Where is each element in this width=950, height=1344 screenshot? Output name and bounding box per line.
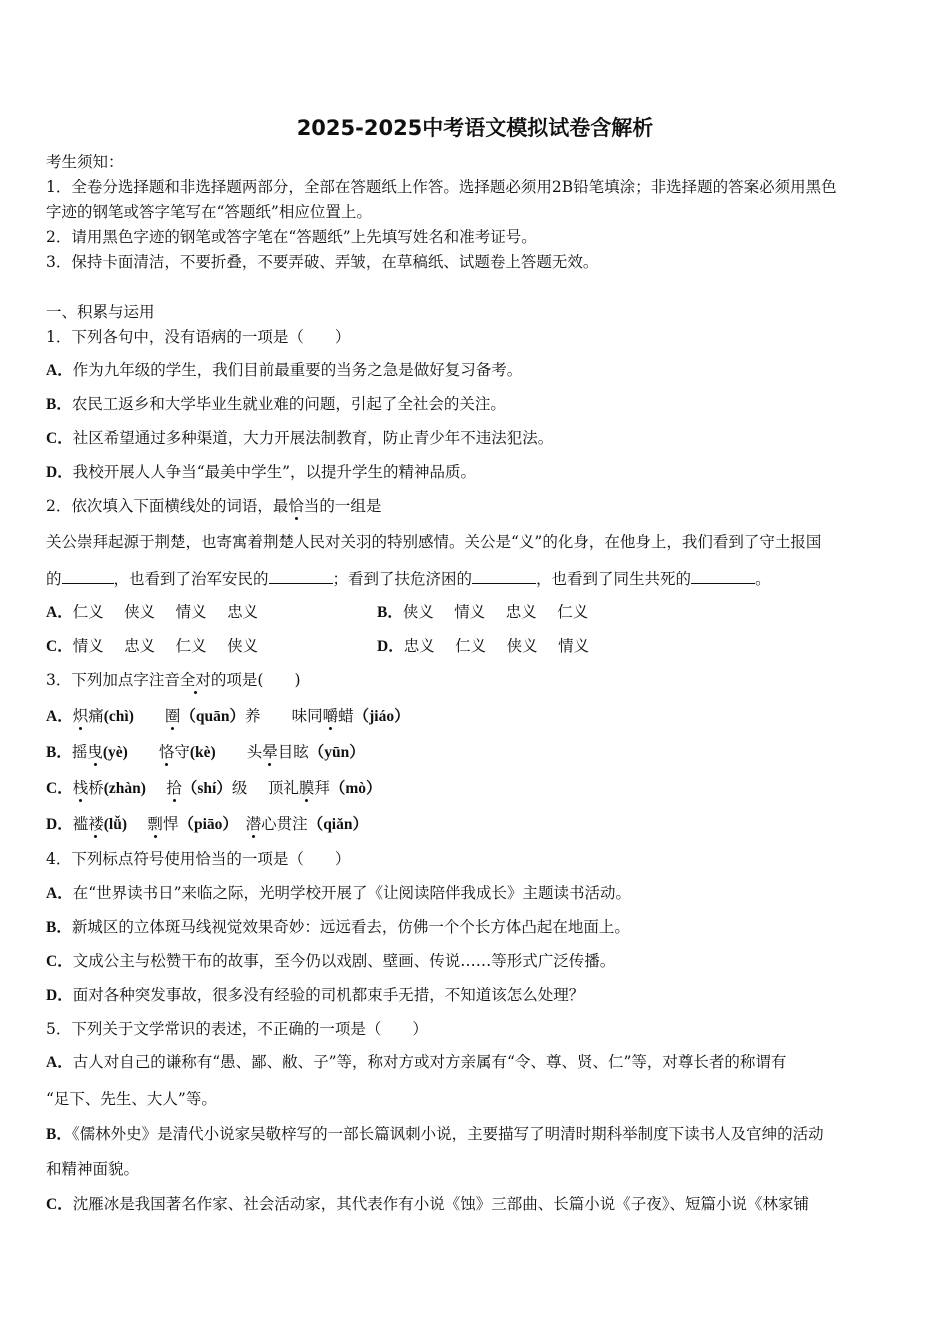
question-4-option-a <box>46 883 631 904</box>
option-letter: C． <box>46 780 73 797</box>
question-2-option-a <box>46 602 258 623</box>
pinyin: (zhàn) <box>103 780 146 797</box>
dotted-char: 拾 <box>166 779 182 797</box>
word-text: 顶礼 <box>267 779 299 797</box>
pinyin: （quān） <box>180 708 246 725</box>
option-letter: B． <box>46 744 72 761</box>
question-4-option-c <box>46 951 615 972</box>
pinyin: （shí） <box>181 780 232 797</box>
option-word: 忠义 <box>227 603 259 621</box>
option-text: 《儒林外史》是清代小说家吴敬梓写的一部长篇讽刺小说，主要描写了明清时期科举制度下读书人及官绅的活动 <box>71 1125 824 1143</box>
dotted-char: 晕 <box>262 743 278 761</box>
option-word: 侠义 <box>402 603 434 621</box>
option-text: 社区希望通过多种渠道，大力开展法制教育，防止青少年不违法犯法。 <box>72 429 554 447</box>
question-2-options-row-1 <box>46 602 906 622</box>
option-text: 文成公主与松赞干布的故事，至今仍以戏剧、壁画、传说……等形式广泛传播。 <box>72 952 616 970</box>
dotted-char: 膜 <box>298 779 315 797</box>
question-5-option-a-cont: “足下、先生、大人”等。 <box>46 1090 217 1108</box>
option-word: 仁义 <box>455 637 487 655</box>
word-text: 拜 <box>314 779 330 797</box>
option-word: 侠义 <box>227 637 259 655</box>
question-4-stem: 4．下列标点符号使用恰当的一项是（ ） <box>46 850 351 868</box>
question-1-option-a <box>46 360 522 381</box>
pinyin: (chì) <box>103 708 134 725</box>
option-letter: B． <box>46 396 72 413</box>
fill-blank <box>269 569 333 584</box>
option-text: 农民工返乡和大学毕业生就业难的问题，引起了全社会的关注。 <box>71 395 506 413</box>
word-text: 守 <box>174 743 190 761</box>
passage-text: 。 <box>755 570 771 588</box>
option-letter: C． <box>46 638 73 655</box>
option-text: 作为九年级的学生，我们目前最重要的当务之急是做好复习备考。 <box>72 361 523 379</box>
emphasis-text: 全对 <box>179 671 211 689</box>
question-3-option-b <box>46 742 365 763</box>
option-letter: D． <box>46 816 73 833</box>
dotted-char: 剽 <box>147 815 163 833</box>
option-letter: C． <box>46 430 73 447</box>
passage-text: ；看到了扶危济困的 <box>332 570 473 588</box>
option-letter: D． <box>46 464 73 481</box>
option-word: 侠义 <box>506 637 538 655</box>
dotted-char: 炽 <box>72 707 89 725</box>
notice-item-3: 3．保持卡面清洁，不要折叠，不要弄破、弄皱，在草稿纸、试题卷上答题无效。 <box>46 253 599 271</box>
option-letter: A． <box>46 1054 73 1071</box>
option-word: 情义 <box>454 603 486 621</box>
question-2-options-row-2 <box>46 636 906 656</box>
fill-blank <box>62 569 114 584</box>
question-5-option-b-cont: 和精神面貌。 <box>46 1160 140 1178</box>
word-text: 级 <box>231 779 248 797</box>
question-2-passage-line-2 <box>46 569 771 589</box>
option-word: 仁义 <box>72 603 104 621</box>
option-letter: B． <box>46 1126 72 1143</box>
option-letter: A． <box>46 604 73 621</box>
pinyin: (kè) <box>189 744 216 761</box>
word-text: 头 <box>246 743 263 761</box>
question-5-stem: 5．下列关于文学常识的表述，不正确的一项是（ ） <box>46 1020 428 1038</box>
word-text: 心贯注 <box>261 815 308 833</box>
dotted-char: 曳 <box>87 743 103 761</box>
option-text: 我校开展人人争当“最美中学生”，以提升学生的精神品质。 <box>72 463 477 481</box>
dotted-char: 圈 <box>164 707 181 725</box>
option-text: 新城区的立体斑马线视觉效果奇妙：远远看去，仿佛一个个长方体凸起在地面上。 <box>71 918 630 936</box>
word-text: 味同 <box>291 707 323 725</box>
notice-item-2: 2．请用黑色字迹的钢笔或答字笔在“答题纸”上先填写姓名和准考证号。 <box>46 228 537 246</box>
question-5-option-a <box>46 1052 786 1073</box>
stem-text: 的一组是 <box>319 497 382 515</box>
question-5-option-c <box>46 1194 809 1215</box>
pinyin: （jiáo） <box>353 708 410 725</box>
section-heading: 一、积累与运用 <box>46 303 155 321</box>
question-1-option-b <box>46 394 506 415</box>
pinyin: （piāo） <box>178 816 231 833</box>
question-3-stem <box>46 670 301 690</box>
passage-text: 的 <box>46 570 62 588</box>
question-2-option-c <box>46 636 258 657</box>
pinyin: （qiǎn） <box>307 816 368 833</box>
option-word: 忠义 <box>505 603 537 621</box>
word-text: 悍 <box>162 815 179 833</box>
question-3-option-c <box>46 778 382 799</box>
question-1-option-c <box>46 428 553 449</box>
passage-text: ，也看到了治军安民的 <box>113 570 269 588</box>
stem-text: 2．依次填入下面横线处的词语， <box>46 497 273 515</box>
option-word: 情义 <box>558 637 590 655</box>
option-word: 情义 <box>72 637 104 655</box>
option-word: 侠义 <box>124 603 156 621</box>
option-word: 仁义 <box>175 637 207 655</box>
passage-text: ，也看到了同生共死的 <box>536 570 692 588</box>
dotted-char: 嚼 <box>322 707 339 725</box>
fill-blank <box>472 569 536 584</box>
word-text: 痛 <box>88 707 104 725</box>
option-letter: A． <box>46 708 73 725</box>
option-letter: C． <box>46 953 73 970</box>
question-2-option-b <box>377 602 588 623</box>
option-word: 情义 <box>175 603 207 621</box>
option-text: 在“世界读书日”来临之际，光明学校开展了《让阅读陪伴我成长》主题读书活动。 <box>72 884 632 902</box>
word-text: 蜡 <box>338 707 354 725</box>
question-1-stem: 1．下列各句中，没有语病的一项是（ ） <box>46 328 351 346</box>
option-letter: D． <box>46 987 73 1004</box>
question-2-stem <box>46 496 381 516</box>
option-letter: D． <box>377 638 404 655</box>
question-4-option-d <box>46 985 584 1006</box>
pinyin: （yūn） <box>308 744 365 761</box>
question-3-option-d <box>46 814 368 835</box>
option-text: 面对各种突发事故，很多没有经验的司机都束手无措，不知道该怎么处理？ <box>72 986 585 1004</box>
word-text: 摇 <box>71 743 88 761</box>
option-word: 忠义 <box>124 637 156 655</box>
option-word: 仁义 <box>557 603 589 621</box>
pinyin: （mò） <box>329 780 382 797</box>
option-text: 沈雁冰是我国著名作家、社会活动家，其代表作有小说《蚀》三部曲、长篇小说《子夜》、短篇小说《林家铺 <box>72 1195 809 1213</box>
option-letter: A． <box>46 885 73 902</box>
option-letter: C． <box>46 1196 73 1213</box>
dotted-char: 褛 <box>88 815 104 833</box>
stem-text: 3．下列加点字注音 <box>46 671 180 689</box>
word-text: 褴 <box>72 815 89 833</box>
stem-text: 的项是( ) <box>210 671 301 689</box>
question-2-passage-line-1: 关公崇拜起源于荆楚，也寄寓着荆楚人民对关羽的特别感情。关公是“义”的化身，在他身上，我们看到了守土报国 <box>46 533 822 551</box>
notice-heading: 考生须知： <box>46 153 124 171</box>
word-text: 养 <box>245 707 261 725</box>
question-1-option-d <box>46 462 476 483</box>
dotted-char: 潜 <box>245 815 262 833</box>
question-4-option-b <box>46 917 630 938</box>
word-text: 目眩 <box>277 743 309 761</box>
notice-item-1-cont: 字迹的钢笔或答字笔写在“答题纸”相应位置上。 <box>46 203 372 221</box>
notice-item-1: 1．全卷分选择题和非选择题两部分，全部在答题纸上作答。选择题必须用2B铅笔填涂；非选择题的答案必须用黑色 <box>46 178 837 196</box>
fill-blank <box>691 569 755 584</box>
page-title: 2025-2025中考语文模拟试卷含解析 <box>296 116 654 140</box>
question-2-option-d <box>377 636 589 657</box>
option-text: 古人对自己的谦称有“愚、鄙、敝、子”等，称对方或对方亲属有“令、尊、贤、仁”等，对尊长者的称谓有 <box>72 1053 787 1071</box>
dotted-char: 恪 <box>158 743 175 761</box>
option-letter: B． <box>377 604 403 621</box>
pinyin: (lǚ) <box>103 816 127 833</box>
option-letter: B． <box>46 919 72 936</box>
dotted-char: 栈 <box>72 779 89 797</box>
option-word: 忠义 <box>403 637 435 655</box>
question-3-option-a <box>46 706 410 727</box>
word-text: 桥 <box>88 779 104 797</box>
question-5-option-b <box>46 1124 824 1145</box>
emphasis-text: 最恰当 <box>272 497 320 515</box>
option-letter: A． <box>46 362 73 379</box>
pinyin: (yè) <box>102 744 128 761</box>
